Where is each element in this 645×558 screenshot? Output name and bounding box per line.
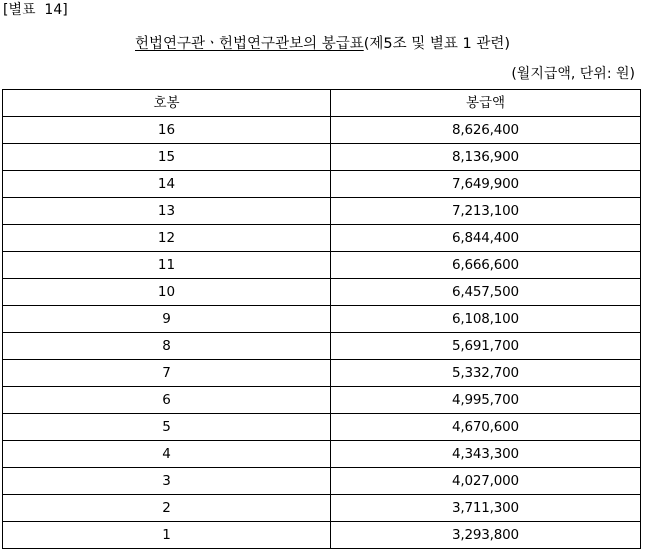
table-row <box>3 495 641 522</box>
amount-cell: 4,343,300 <box>331 441 641 468</box>
table-row <box>3 171 641 198</box>
grade-cell: 12 <box>3 225 331 252</box>
amount-cell: 6,108,100 <box>331 306 641 333</box>
grade-cell: 14 <box>3 171 331 198</box>
table-row <box>3 387 641 414</box>
amount-cell: 4,670,600 <box>331 414 641 441</box>
table-row <box>3 198 641 225</box>
pay-scale-table <box>2 89 641 549</box>
amount-cell: 5,691,700 <box>331 333 641 360</box>
unit-note: (월지급액, 단위: 원) <box>511 66 635 82</box>
grade-cell: 13 <box>3 198 331 225</box>
table-row <box>3 441 641 468</box>
grade-cell: 1 <box>3 522 331 549</box>
grade-cell: 10 <box>3 279 331 306</box>
header-amount: 봉급액 <box>331 90 641 117</box>
amount-cell: 6,457,500 <box>331 279 641 306</box>
amount-cell: 3,711,300 <box>331 495 641 522</box>
table-row <box>3 225 641 252</box>
amount-cell: 7,649,900 <box>331 171 641 198</box>
grade-cell: 9 <box>3 306 331 333</box>
grade-cell: 3 <box>3 468 331 495</box>
amount-cell: 4,995,700 <box>331 387 641 414</box>
grade-cell: 8 <box>3 333 331 360</box>
table-row <box>3 333 641 360</box>
amount-cell: 4,027,000 <box>331 468 641 495</box>
document-title <box>0 34 645 54</box>
amount-cell: 7,213,100 <box>331 198 641 225</box>
amount-cell: 6,666,600 <box>331 252 641 279</box>
grade-cell: 5 <box>3 414 331 441</box>
amount-cell: 8,626,400 <box>331 117 641 144</box>
grade-cell: 4 <box>3 441 331 468</box>
table-header-row <box>3 90 641 117</box>
grade-cell: 16 <box>3 117 331 144</box>
title-reference: (제5조 및 별표 1 관련) <box>363 36 510 52</box>
table-row <box>3 522 641 549</box>
grade-cell: 6 <box>3 387 331 414</box>
table-row <box>3 279 641 306</box>
grade-cell: 7 <box>3 360 331 387</box>
amount-cell: 8,136,900 <box>331 144 641 171</box>
table-row <box>3 252 641 279</box>
amount-cell: 5,332,700 <box>331 360 641 387</box>
grade-cell: 15 <box>3 144 331 171</box>
grade-cell: 11 <box>3 252 331 279</box>
annex-label: [별표 14] <box>3 2 68 18</box>
amount-cell: 6,844,400 <box>331 225 641 252</box>
header-grade: 호봉 <box>3 90 331 117</box>
grade-cell: 2 <box>3 495 331 522</box>
amount-cell: 3,293,800 <box>331 522 641 549</box>
table-row <box>3 117 641 144</box>
table-row <box>3 360 641 387</box>
table-row <box>3 306 641 333</box>
table-row <box>3 468 641 495</box>
table-row <box>3 144 641 171</box>
title-main: 헌법연구관ㆍ헌법연구관보의 봉급표 <box>135 36 364 52</box>
table-row <box>3 414 641 441</box>
